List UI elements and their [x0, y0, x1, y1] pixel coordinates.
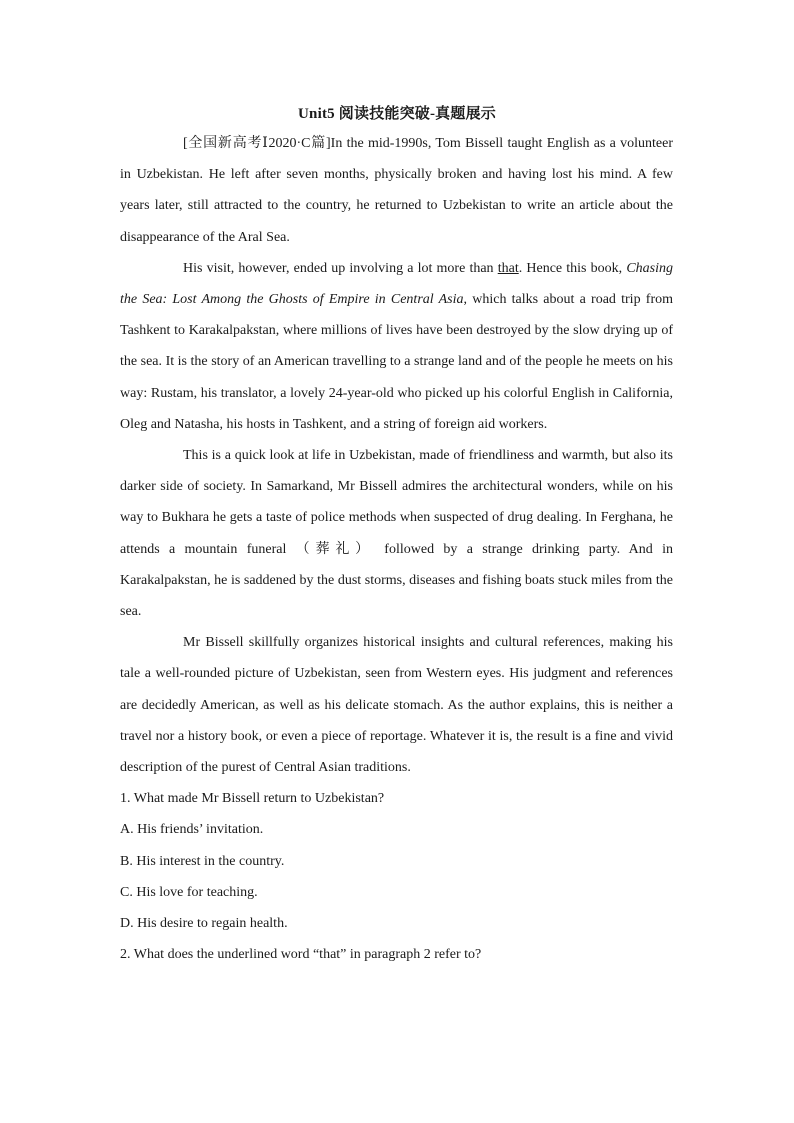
paragraph-2-text-c: , which talks about a road trip from Tashkent to Karakalpakstan, where millions of lives have been destroyed by the slow drying up of the sea. It is the story of an American travelling to a strange land and of the people he meets on his way: Rustam, his translator, a lovely 24-year-old who picked up his colorful English in California, Oleg and Natasha, his hosts in Tashkent, and a string of foreign aid workers. [120, 292, 673, 432]
question-1-option-c: C. His love for teaching. [120, 884, 258, 900]
underlined-word: that [497, 260, 519, 276]
paragraph-3: This is a quick look at life in Uzbekistan, made of friendliness and warmth, but also its darker side of society. In Samarkand, Mr Bissell admires the architectural wonders, while on his way to Bukhara he gets a taste of police methods when suspected of drug dealing. In Ferghana, he attends a mountain funeral （葬礼） followed by a strange drinking party. And in Karakalpakstan, he is saddened by the dust storms, diseases and fishing boats stuck miles from the sea. [120, 448, 673, 620]
question-1-stem: 1. What made Mr Bissell return to Uzbekistan? [120, 791, 385, 807]
book-title: Chasing the Sea: Lost Among the Ghosts of Empire in Central Asia [120, 260, 674, 308]
question-2-stem: 2. What does the underlined word “that” in paragraph 2 refer to? [120, 947, 482, 963]
paragraph-2-text-a: His visit, however, ended up involving a lot more than [183, 260, 498, 276]
question-1-option-d: D. His desire to regain health. [120, 916, 288, 932]
paragraph-2 [120, 253, 673, 440]
question-1-option-a: A. His friends’ invitation. [120, 822, 264, 838]
paragraph-4: Mr Bissell skillfully organizes historical insights and cultural references, making his tale a well-rounded picture of Uzbekistan, seen from Western eyes. His judgment and references are decidedly American, as well as his delicate stomach. As the author explains, this is neither a travel nor a history book, or even a piece of reportage. Whatever it is, the result is a fine and vivid description of the purest of Central Asian traditions. [120, 635, 673, 776]
page-title: Unit5 阅读技能突破-真题展示 [298, 106, 496, 122]
paragraph-2-text-b: . Hence this book, [518, 260, 627, 276]
question-1-option-b: B. His interest in the country. [120, 853, 285, 869]
paragraph-1: [全国新高考Ⅰ2020·C篇]In the mid-1990s, Tom Bissell taught English as a volunteer in Uzbekistan. He left after seven months, physically broken and having lost his mind. A few years later, still attracted to the country, he returned to Uzbekistan to write an article about the disappearance of the Aral Sea. [120, 136, 673, 245]
document-body [120, 128, 673, 970]
